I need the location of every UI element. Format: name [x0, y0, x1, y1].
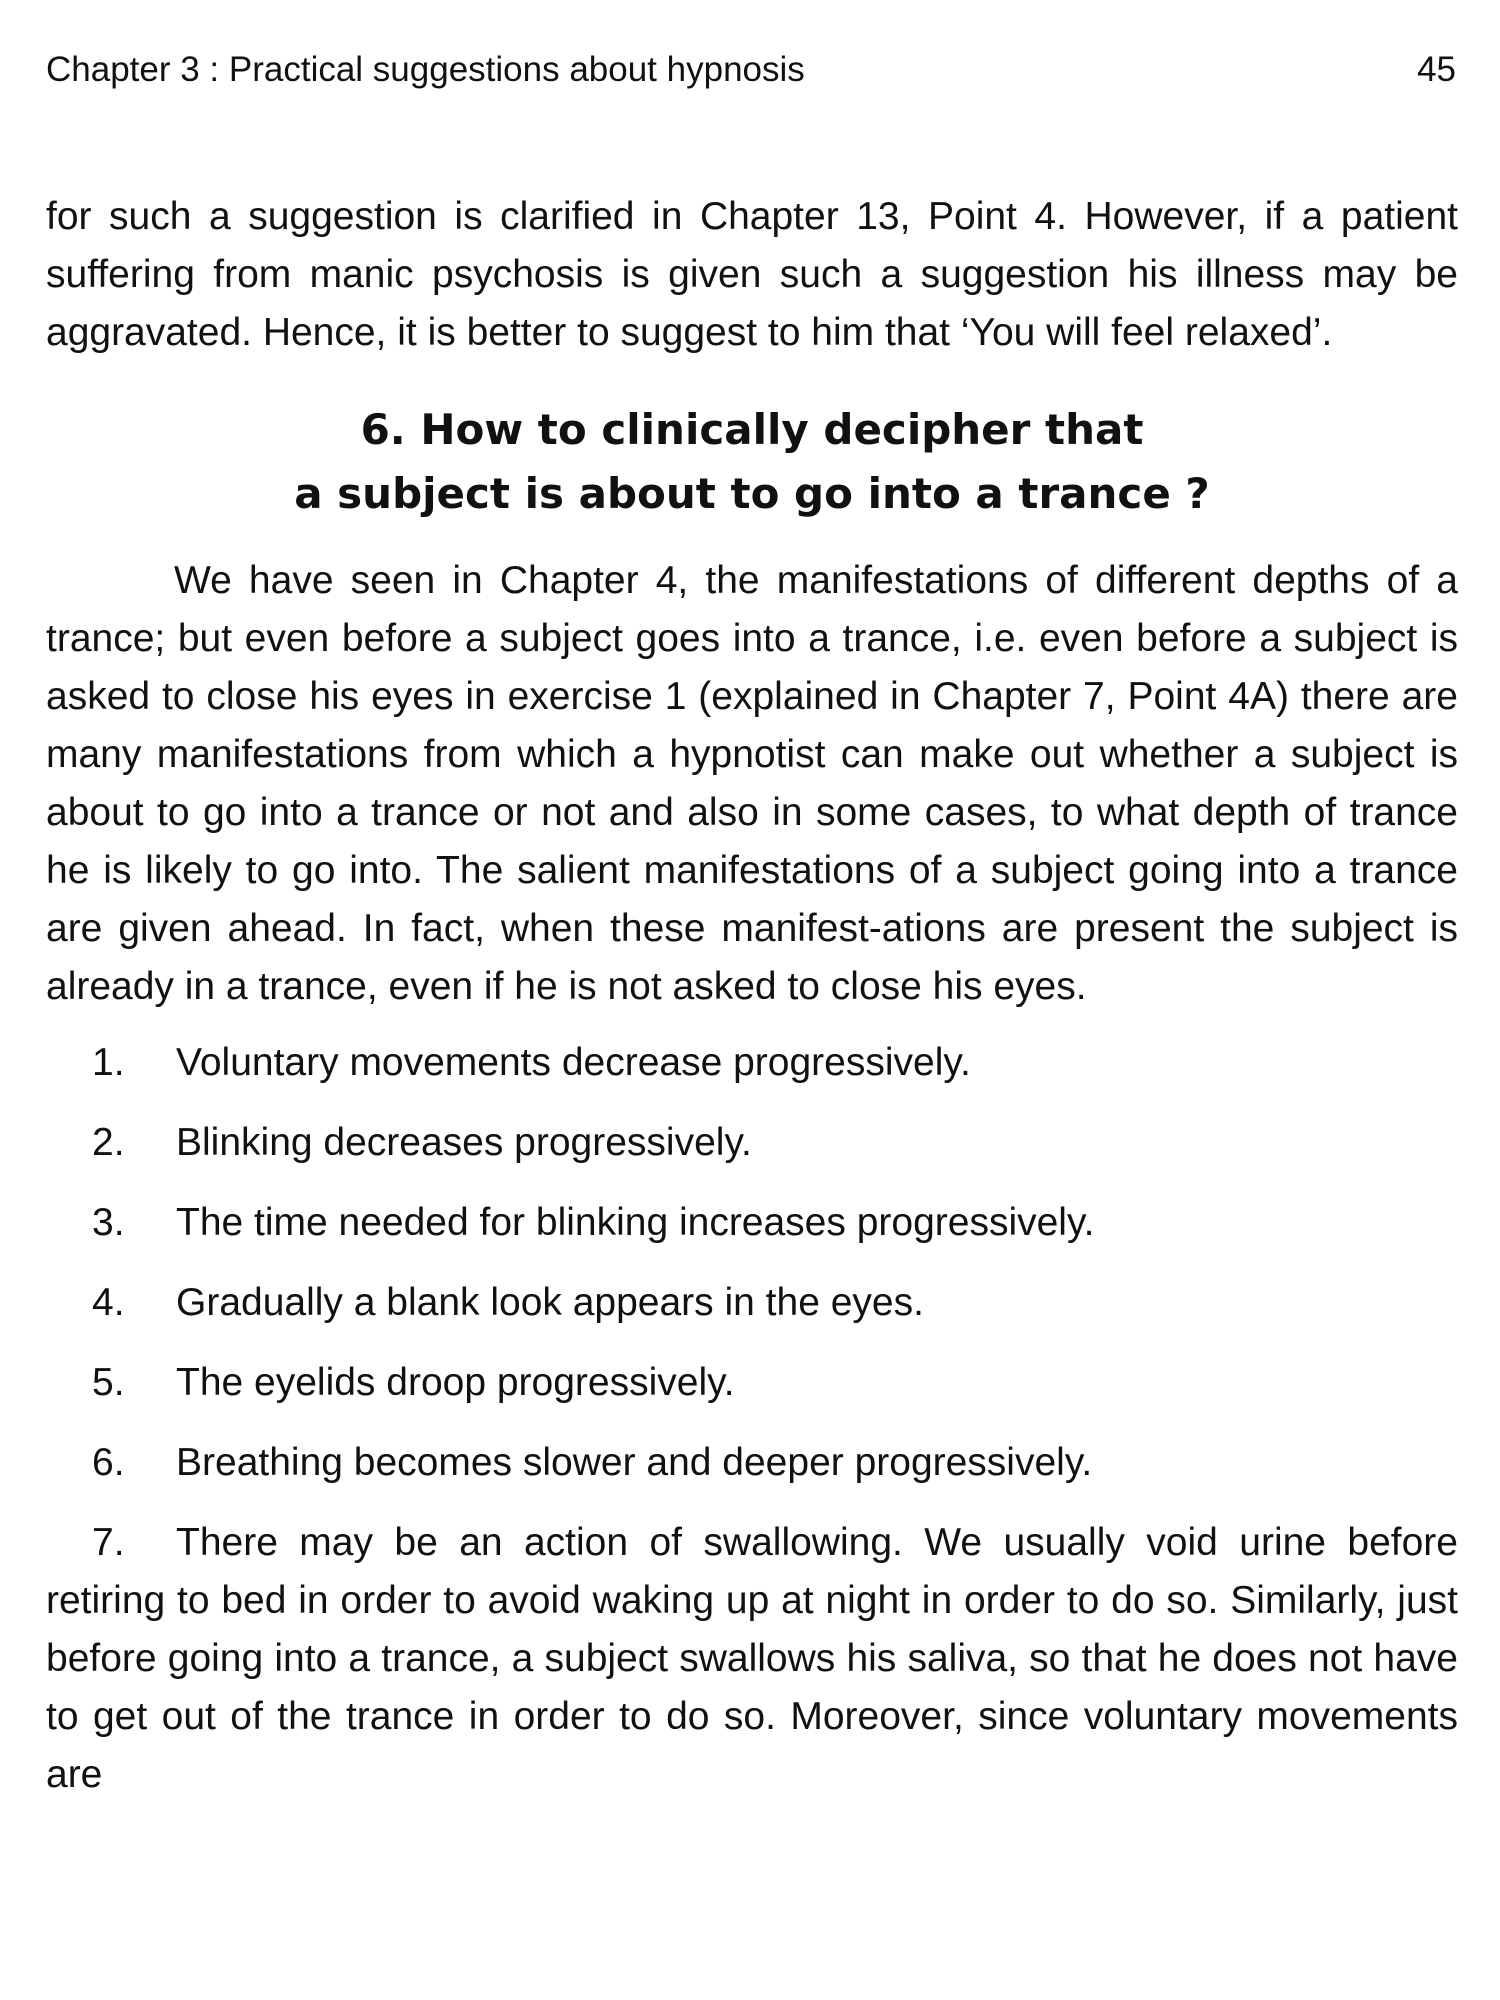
page-number: 45 [1417, 50, 1456, 89]
list-item-text: Voluntary movements decrease progressively. [176, 1041, 971, 1084]
list-item-number: 3. [92, 1201, 125, 1244]
list-item [46, 1434, 1458, 1492]
list-item-text: The eyelids droop progressively. [176, 1361, 735, 1404]
list-item-text: Blinking decreases progressively. [176, 1121, 752, 1164]
list-item-text: Breathing becomes slower and deeper progressively. [176, 1441, 1093, 1484]
chapter-title: Chapter 3 : Practical suggestions about hypnosis [46, 50, 805, 89]
manifestations-list [46, 1034, 1458, 1492]
list-item [46, 1274, 1458, 1332]
section-heading-line-2: a subject is about to go into a trance ? [294, 469, 1210, 518]
final-item-number: 7. [92, 1521, 125, 1564]
list-item-text: The time needed for blinking increases progressively. [176, 1201, 1095, 1244]
list-item [46, 1354, 1458, 1412]
final-list-item-paragraph [46, 1514, 1458, 1804]
list-item-number: 4. [92, 1281, 125, 1324]
list-item [46, 1194, 1458, 1252]
intro-paragraph: for such a suggestion is clarified in Chapter 13, Point 4. However, if a patient suffering from manic psychosis is given such a suggestion his illness may be aggravated. Hence, it is better to suggest to him that ‘You will feel relaxed’. [46, 195, 1458, 354]
body-paragraph: We have seen in Chapter 4, the manifestations of different depths of a trance; but even before a subject goes into a trance, i.e. even before a subject is asked to close his eyes in exercise 1 (explained in Chapter 7, Point 4A) there are many manifestations from which a hypnotist can make out whether a subject is about to go into a trance or not and also in some cases, to what depth of trance he is likely to go into. The salient manifestations of a subject going into a trance are given ahead. In fact, when these manifest-ations are present the subject is already in a trance, even if he is not asked to close his eyes. [46, 559, 1458, 1008]
list-item [46, 1034, 1458, 1092]
section-heading [46, 398, 1458, 526]
list-item-text: Gradually a blank look appears in the eyes. [176, 1281, 924, 1324]
list-item-number: 6. [92, 1441, 125, 1484]
running-header [46, 50, 1458, 90]
list-item [46, 1114, 1458, 1172]
list-item-number: 2. [92, 1121, 125, 1164]
section-heading-line-1: 6. How to clinically decipher that [360, 405, 1144, 454]
list-item-number: 5. [92, 1361, 125, 1404]
book-page [46, 40, 1458, 1980]
final-item-text: There may be an action of swallowing. We usually void urine before retiring to bed in order to avoid waking up at night in order to do so. Similarly, just before going into a trance, a subject swallows his saliva, so that he does not have to get out of the trance in order to do so. Moreover, since voluntary movements are [46, 1521, 1458, 1796]
list-item-number: 1. [92, 1041, 125, 1084]
